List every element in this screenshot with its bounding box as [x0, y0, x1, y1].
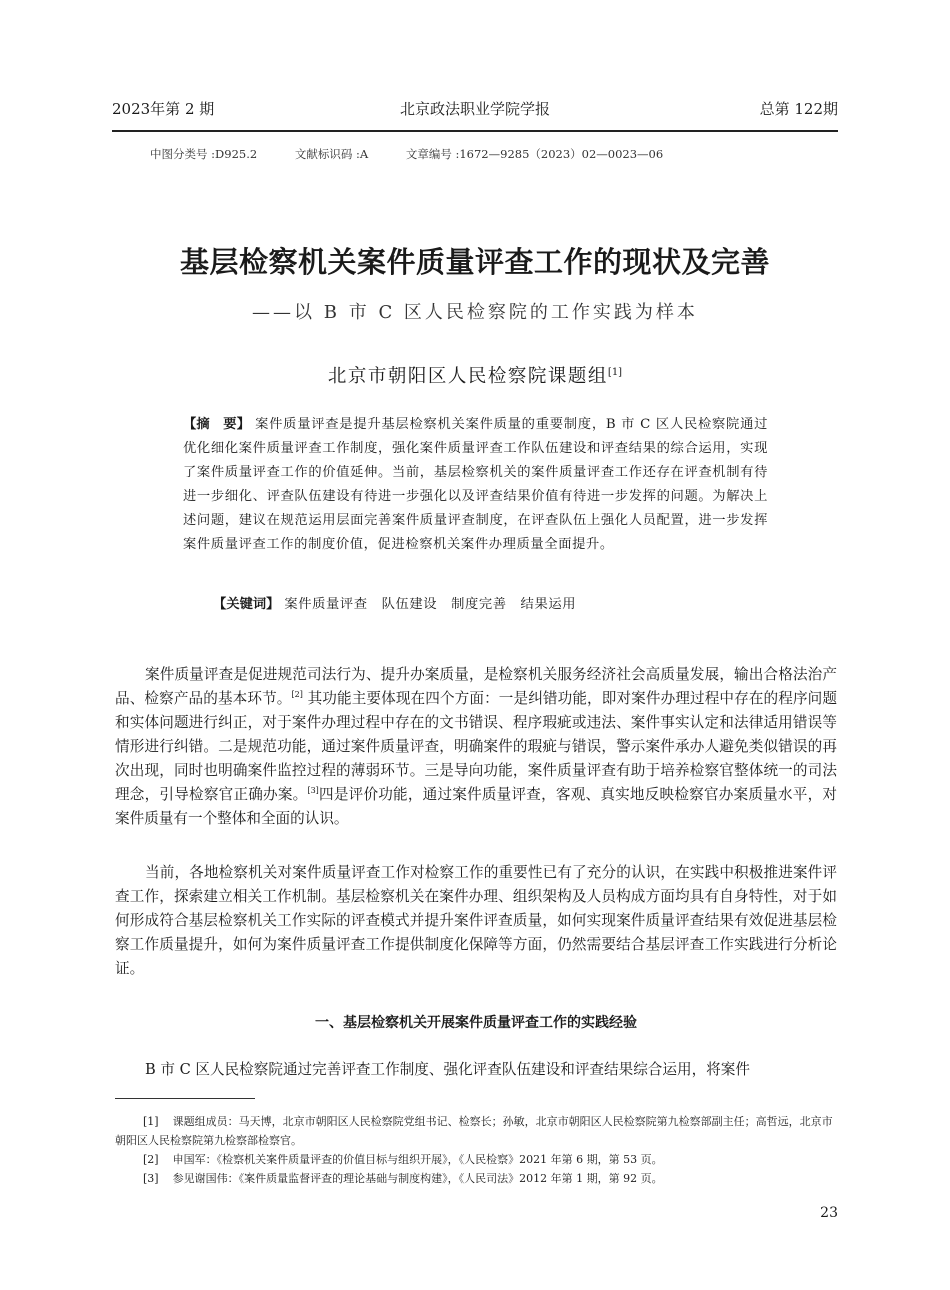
footnote-1 — [115, 1112, 839, 1150]
citation-ref-2: [2] — [291, 690, 303, 700]
page-number: 23 — [820, 1205, 838, 1221]
author-line — [60, 362, 890, 388]
running-header — [112, 90, 838, 132]
footnotes — [115, 1112, 839, 1188]
footnote-text: 课题组成员：马天博，北京市朝阳区人民检察院党组书记、检察长；孙敏，北京市朝阳区人民检察院第九检察部副主任；高哲远，北京市朝阳区人民检察院第九检察部检察官。 — [115, 1115, 833, 1147]
section-heading-1: 一、基层检察机关开展案件质量评查工作的实践经验 — [315, 1015, 637, 1031]
article-subtitle: ——以 B 市 C 区人民检察院的工作实践为样本 — [252, 302, 698, 323]
abstract-text: 案件质量评查是提升基层检察机关案件质量的重要制度，B 市 C 区人民检察院通过优化细化案件质量评查工作制度，强化案件质量评查工作队伍建设和评查结果的综合运用，实现了案件质量评查工作的价值延伸。当前，基层检察机关的案件质量评查工作还存在评查机制有待进一步细化、评查队伍建设有待进一步强化以及评查结果价值有待进一步发挥的问题。为解决上述问题，建议在规范运用层面完善案件质量评查制度，在评查队伍上强化人员配置，进一步发挥案件质量评查工作的制度价值，促进检察机关案件办理质量全面提升。 — [183, 417, 769, 552]
article-number: 文章编号 :1672—9285（2023）02—0023—06 — [405, 147, 664, 161]
classification-line — [150, 146, 850, 162]
citation-ref-3: [3] — [307, 786, 319, 796]
document-code: 文献标识码 :A — [294, 147, 369, 161]
article-title: 基层检察机关案件质量评查工作的现状及完善 — [179, 245, 770, 279]
paragraph-2-text: 当前，各地检察机关对案件质量评查工作对检察工作的重要性已有了充分的认识，在实践中积极推进案件评查工作，探索建立相关工作机制。基层检察机关在案件办理、组织架构及人员构成方面均具有自身特性，对于如何形成符合基层检察机关工作实际的评查模式并提升案件评查质量，如何实现案件质量评查结果有效促进基层检察工作质量提升，如何为案件质量评查工作提供制度化保障等方面，仍然需要结合基层评查工作实践进行分析论证。 — [115, 864, 837, 977]
footnote-text: 申国军：《检察机关案件质量评查的价值目标与组织开展》，《人民检察》2021 年第 6 期，第 53 页。 — [172, 1153, 663, 1166]
paragraph-1-text-a: 案件质量评查是促进规范司法行为、提升办案质量，是检察机关服务经济社会高质量发展，输出合格法治产品、检察产品的基本环节。 — [115, 666, 837, 707]
footnote-3 — [115, 1169, 839, 1188]
body-paragraph-1 — [115, 663, 837, 831]
keywords — [213, 593, 773, 617]
paragraph-1-text-b: 其功能主要体现在四个方面：一是纠错功能，即对案件办理过程中存在的程序问题和实体问题进行纠正，对于案件办理过程中存在的文书错误、程序瑕疵或违法、案件事实认定和法律适用错误等情形进行纠错。二是规范功能，通过案件质量评查，明确案件的瑕疵与错误，警示案件承办人避免类似错误的再次出现，同时也明确案件监控过程的薄弱环节。三是导向功能，案件质量评查有助于培养检察官整体统一的司法理念，引导检察官正确办案。 — [115, 690, 837, 803]
total-issue-label: 总第 122期 — [759, 100, 838, 118]
body-paragraph-3 — [115, 1058, 837, 1082]
keywords-text: 案件质量评查 队伍建设 制度完善 结果运用 — [284, 597, 577, 612]
abstract — [183, 413, 768, 557]
paragraph-3-text: B 市 C 区人民检察院通过完善评查工作制度、强化评查队伍建设和评查结果综合运用，将案件 — [145, 1061, 750, 1078]
footnote-number: [3] — [143, 1172, 159, 1185]
clc-number: 中图分类号 :D925.2 — [150, 147, 258, 161]
author-footnote-ref: [1] — [607, 366, 623, 378]
issue-label: 2023年第 2 期 — [112, 100, 215, 118]
footnote-number: [1] — [143, 1115, 159, 1128]
footnote-divider — [115, 1098, 255, 1099]
author-name: 北京市朝阳区人民检察院课题组 — [327, 366, 608, 387]
footnote-text: 参见谢国伟：《案件质量监督评查的理论基础与制度构建》，《人民司法》2012 年第 1 期，第 92 页。 — [172, 1172, 663, 1185]
journal-name: 北京政法职业学院学报 — [399, 100, 550, 118]
keywords-label: 【关键词】 — [213, 597, 280, 612]
paragraph-1-text-c: 四是评价功能，通过案件质量评查，客观、真实地反映检察官办案质量水平，对案件质量有一个整体和全面的认识。 — [115, 786, 837, 827]
footnote-2 — [115, 1150, 839, 1169]
footnote-number: [2] — [143, 1153, 159, 1166]
body-paragraph-2 — [115, 861, 837, 981]
abstract-label: 【摘 要】 — [183, 417, 251, 432]
